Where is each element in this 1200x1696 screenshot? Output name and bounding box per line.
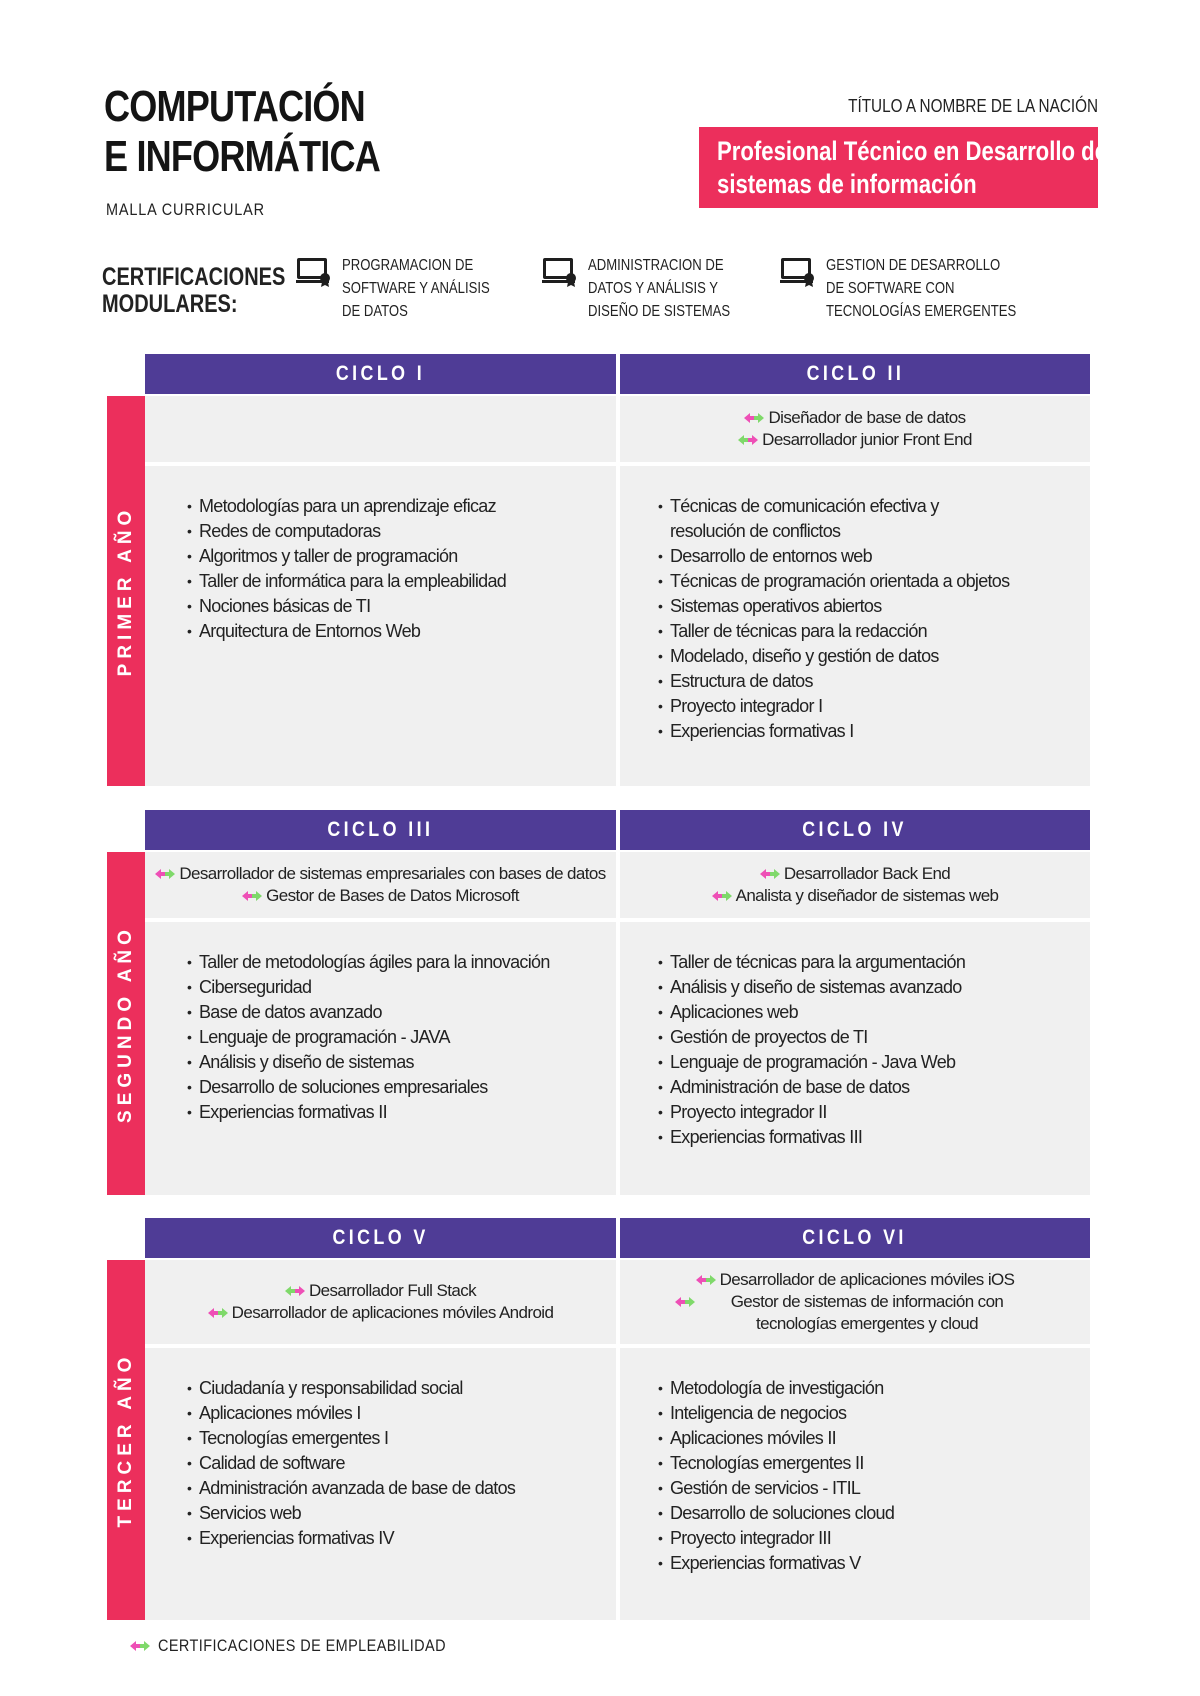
courses-cycle-4	[620, 922, 1090, 1195]
double-arrow-icon	[208, 1308, 228, 1318]
double-arrow-icon	[712, 891, 732, 901]
course-item: • Taller de informática para la empleabilidad	[187, 569, 616, 594]
employability-cert	[738, 429, 972, 451]
course-item: • Experiencias formativas III	[658, 1125, 1090, 1150]
course-item: • Inteligencia de negocios	[658, 1401, 1090, 1426]
course-item: • Ciudadanía y responsabilidad social	[187, 1376, 616, 1401]
cycle-title: CICLO VI	[802, 1226, 908, 1249]
employability-cert-text: Gestor de sistemas de información con tecnologías emergentes y cloud	[730, 1292, 1004, 1333]
cert-heading-line-2: MODULARES:	[102, 290, 238, 318]
course-item: • Gestión de proyectos de TI	[658, 1025, 1090, 1050]
course-item: • Desarrollo de soluciones empresariales	[187, 1075, 616, 1100]
employability-cert-text: Gestor de Bases de Datos Microsoft	[266, 886, 519, 905]
course-item: • Desarrollo de entornos web	[658, 544, 1090, 569]
employability-certs-cycle-1	[145, 396, 616, 462]
cert-3-line-1: GESTION DE DESARROLLO	[826, 257, 1001, 274]
course-item: • Metodologías para un aprendizaje eficaz	[187, 494, 616, 519]
modular-certifications-heading	[102, 264, 285, 318]
course-item: • Aplicaciones móviles II	[658, 1426, 1090, 1451]
course-item: • Arquitectura de Entornos Web	[187, 619, 616, 644]
course-item: • Redes de computadoras	[187, 519, 616, 544]
employability-certs-cycle-2	[620, 396, 1090, 462]
employability-cert-text: Desarrollador de aplicaciones móviles Android	[231, 1303, 554, 1322]
course-item: • Taller de técnicas para la redacción	[658, 619, 1090, 644]
cycle-title: CICLO IV	[802, 818, 908, 841]
course-item: • Técnicas de programación orientada a objetos	[658, 569, 1090, 594]
course-item: • Aplicaciones móviles I	[187, 1401, 616, 1426]
course-item: • Ciberseguridad	[187, 975, 616, 1000]
course-item: • Taller de técnicas para la argumentación	[658, 950, 1090, 975]
employability-cert	[696, 1269, 1015, 1291]
employability-certs-cycle-6	[620, 1260, 1090, 1344]
employability-cert	[208, 1302, 554, 1324]
course-item: • Proyecto integrador I	[658, 694, 1090, 719]
year-label-text: SEGUNDO AÑO	[115, 924, 136, 1123]
course-item: • Servicios web	[187, 1501, 616, 1526]
employability-cert-text: Desarrollador Full Stack	[309, 1281, 476, 1300]
course-item: • Nociones básicas de TI	[187, 594, 616, 619]
employability-cert	[242, 885, 519, 907]
course-item: • Análisis y diseño de sistemas avanzado	[658, 975, 1090, 1000]
cycle-title: CICLO III	[327, 818, 434, 841]
employability-cert-text: Diseñador de base de datos	[768, 408, 966, 427]
cycle-title: CICLO V	[332, 1226, 429, 1249]
course-item: • Experiencias formativas I	[658, 719, 1090, 744]
laptop-certificate-icon	[542, 256, 578, 288]
course-item: • Modelado, diseño y gestión de datos	[658, 644, 1090, 669]
course-item: • Algoritmos y taller de programación	[187, 544, 616, 569]
modular-certification-1	[296, 254, 522, 323]
laptop-certificate-icon	[296, 256, 332, 288]
course-item: • Estructura de datos	[658, 669, 1090, 694]
double-arrow-icon	[285, 1286, 305, 1296]
cycle-header-4	[620, 810, 1090, 850]
cycle-title: CICLO II	[806, 362, 904, 385]
course-item: • Taller de metodologías ágiles para la innovación	[187, 950, 616, 975]
double-arrow-icon	[130, 1641, 150, 1651]
degree-title-box	[699, 127, 1108, 208]
employability-certs-cycle-5	[145, 1260, 616, 1344]
cert-1-line-2: SOFTWARE Y ANÁLISIS	[342, 280, 490, 297]
course-item: • Base de datos avanzado	[187, 1000, 616, 1025]
modular-certification-2	[542, 254, 761, 323]
cycle-header-6	[620, 1218, 1090, 1258]
cert-2-line-1: ADMINISTRACION DE	[588, 257, 724, 274]
employability-cert-text: Desarrollador de sistemas empresariales con bases de datos	[179, 864, 606, 883]
employability-cert-text: Analista y diseñador de sistemas web	[735, 886, 999, 905]
employability-cert	[712, 885, 999, 907]
course-item: • Tecnologías emergentes I	[187, 1426, 616, 1451]
cycle-header-5	[145, 1218, 616, 1258]
double-arrow-icon	[744, 413, 764, 423]
course-item: • Lenguaje de programación - Java Web	[658, 1050, 1090, 1075]
year-label-first	[107, 396, 145, 786]
double-arrow-icon	[675, 1297, 695, 1307]
courses-cycle-6	[620, 1348, 1090, 1620]
employability-cert	[285, 1280, 476, 1302]
cert-1-line-3: DE DATOS	[342, 303, 408, 320]
title-line-1: COMPUTACIÓN	[104, 82, 365, 131]
double-arrow-icon	[760, 869, 780, 879]
employability-certs-cycle-4	[620, 852, 1090, 918]
course-item: • Desarrollo de soluciones cloud	[658, 1501, 1090, 1526]
course-item: • Administración de base de datos	[658, 1075, 1090, 1100]
page-title	[104, 82, 380, 182]
course-item: • Metodología de investigación	[658, 1376, 1090, 1401]
course-item: • Experiencias formativas IV	[187, 1526, 616, 1551]
legend	[130, 1636, 497, 1656]
courses-cycle-1	[145, 466, 616, 786]
year-label-second	[107, 852, 145, 1195]
double-arrow-icon	[696, 1275, 716, 1285]
course-item: • Calidad de software	[187, 1451, 616, 1476]
employability-cert-text: Desarrollador de aplicaciones móviles iOS	[719, 1270, 1015, 1289]
course-item: • Experiencias formativas V	[658, 1551, 1090, 1576]
employability-certs-cycle-3	[145, 852, 616, 918]
cert-3-line-3: TECNOLOGÍAS EMERGENTES	[826, 303, 1017, 320]
employability-cert	[744, 407, 965, 429]
course-item: • Proyecto integrador II	[658, 1100, 1090, 1125]
degree-title-line-1: Profesional Técnico en Desarrollo de	[717, 136, 1108, 166]
cycle-header-3	[145, 810, 616, 850]
employability-cert	[675, 1291, 1035, 1335]
course-item: • Gestión de servicios - ITIL	[658, 1476, 1090, 1501]
degree-label: TÍTULO A NOMBRE DE LA NACIÓN	[848, 96, 1098, 116]
double-arrow-icon	[155, 869, 175, 879]
cycle-header-2	[620, 354, 1090, 394]
legend-label: CERTIFICACIONES DE EMPLEABILIDAD	[158, 1636, 446, 1655]
course-item: • Aplicaciones web	[658, 1000, 1090, 1025]
year-label-text: PRIMER AÑO	[115, 505, 136, 677]
course-item: • Proyecto integrador III	[658, 1526, 1090, 1551]
degree-title-line-2: sistemas de información	[717, 169, 977, 199]
course-item: • Técnicas de comunicación efectiva y resolución de conflictos	[658, 494, 988, 544]
double-arrow-icon	[242, 891, 262, 901]
cert-heading-line-1: CERTIFICACIONES	[102, 263, 286, 291]
cert-3-line-2: DE SOFTWARE CON	[826, 280, 955, 297]
cycle-header-1	[145, 354, 616, 394]
cert-2-line-3: DISEÑO DE SISTEMAS	[588, 303, 731, 320]
course-item: • Lenguaje de programación - JAVA	[187, 1025, 616, 1050]
employability-cert	[760, 863, 950, 885]
course-item: • Análisis y diseño de sistemas	[187, 1050, 616, 1075]
employability-cert-text: Desarrollador junior Front End	[762, 430, 972, 449]
course-item: • Sistemas operativos abiertos	[658, 594, 1090, 619]
course-item: • Experiencias formativas II	[187, 1100, 616, 1125]
year-label-third	[107, 1260, 145, 1620]
course-item: • Tecnologías emergentes II	[658, 1451, 1090, 1476]
courses-cycle-3	[145, 922, 616, 1195]
course-item: • Administración avanzada de base de datos	[187, 1476, 616, 1501]
courses-cycle-5	[145, 1348, 616, 1620]
cycle-title: CICLO I	[335, 362, 426, 385]
employability-cert-text: Desarrollador Back End	[783, 864, 951, 883]
modular-certification-3	[780, 254, 1058, 323]
page-subtitle: MALLA CURRICULAR	[106, 200, 265, 219]
title-line-2: E INFORMÁTICA	[104, 132, 380, 181]
cert-1-line-1: PROGRAMACION DE	[342, 257, 474, 274]
employability-cert	[155, 863, 605, 885]
year-label-text: TERCER AÑO	[115, 1352, 136, 1528]
double-arrow-icon	[738, 435, 758, 445]
courses-cycle-2	[620, 466, 1090, 786]
cert-2-line-2: DATOS Y ANÁLISIS Y	[588, 280, 719, 297]
laptop-certificate-icon	[780, 256, 816, 288]
